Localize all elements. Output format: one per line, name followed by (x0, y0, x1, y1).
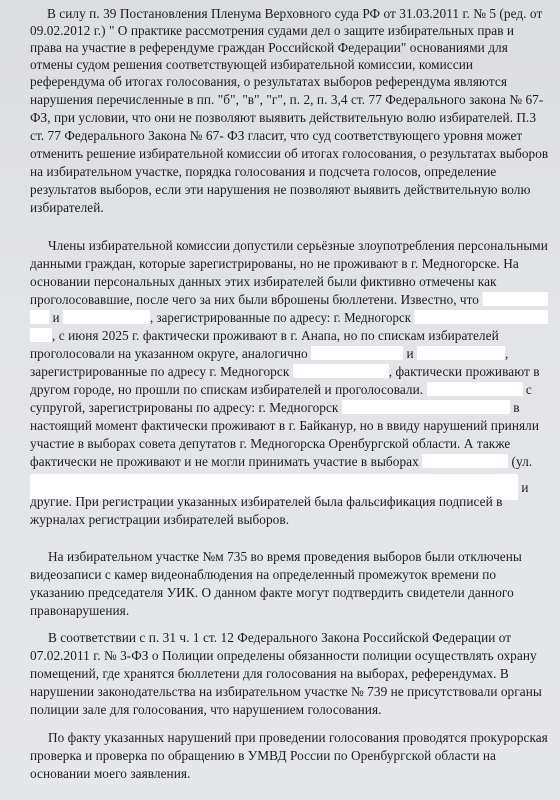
text-line (30, 310, 548, 326)
text-segment: , зарегистрированные по адресу: г. Медногорск (149, 310, 412, 325)
text-segment: зарегистрированные по адресу г. Медногорск (30, 364, 290, 379)
text-line: 07.02.2011 г. № 3-ФЗ о Полиции определены обязанности полиции осуществлять охрану (30, 648, 537, 663)
text-line: На избирательном участке №м 735 во время проведения выборов были отключены (48, 549, 522, 564)
text-line: полиции зале для голосования, что нарушением голосования. (30, 702, 382, 717)
text-segment: проголосовавшие, после чего за них были вброшены бюллетени. Известно, что (30, 292, 479, 307)
redaction-box (417, 346, 505, 360)
text-segment: и (406, 346, 414, 361)
text-line: В соответствии с п. 31 ч. 1 ст. 12 Федерального Закона Российской Федерации от (48, 630, 512, 645)
text-line: настоящий момент фактически проживают в г. Байканур, но в ввиду нарушений приняли (30, 418, 540, 433)
text-line: участие в выборах совета депутатов г. Медногорска Оренбургской области. А также (30, 436, 511, 451)
text-line: ФЗ, при условии, что они не позволяют выявить действительную волю избирателей. П.3 (30, 110, 537, 125)
text-line: права на участие в референдуме граждан Российской Федерации" основаниями для (30, 40, 508, 55)
text-line (30, 292, 548, 308)
text-line (30, 346, 508, 362)
text-line: основании моего заявления. (30, 766, 191, 781)
text-segment: , фактически проживают в (388, 364, 540, 379)
text-line: избирателей. (30, 200, 104, 215)
text-segment: проголосовали на указанном округе, аналогично (30, 346, 308, 361)
redaction-box (63, 310, 150, 324)
text-line: проверка и проверка по обращению в УМВД России по Оренбургской области на (30, 748, 497, 763)
text-segment: с (525, 382, 532, 397)
text-line: журналах регистрации избирателей выборов. (30, 512, 290, 527)
text-line: другие. При регистрации указанных избирателей была фальсификация подписей в (30, 494, 503, 509)
text-line: отменить решение избирательной комиссии об итогах голосования, о результатах выборов (30, 146, 549, 161)
redaction-box (414, 310, 548, 324)
text-line: нарушения перечисленные в пп. "б", "в", "г", п. 2, п. 3,4 ст. 77 Федерального закона № 67- (30, 92, 544, 107)
text-line: В силу п. 39 Постановления Пленума Верховного суда РФ от 31.03.2011 г. № 5 (ред. от (47, 6, 543, 21)
text-segment: , (505, 346, 509, 361)
redaction-box (482, 292, 547, 306)
text-segment: и (521, 480, 529, 495)
redaction-box (30, 328, 52, 342)
text-line: помещений, где хранятся бюллетени для голосования на выборах, референдумах. В (30, 666, 509, 681)
text-line: указанию председателя УИК. О данном факте могут подтвердить свидетели данного (30, 585, 514, 600)
text-segment: фактически не проживают и не могли принимать участие в выборах (30, 454, 419, 469)
redaction-box (311, 346, 403, 360)
text-line: По факту указанных нарушений при проведении голосования проводятся прокурорская (48, 730, 548, 745)
text-segment: в (513, 400, 520, 415)
redaction-box (342, 400, 510, 414)
redaction-box (422, 454, 508, 468)
redaction-box (293, 364, 389, 378)
text-line (30, 328, 499, 344)
text-line: Члены избирательной комиссии допустили серьёзные злоупотребления персональными (48, 238, 548, 253)
text-line: на избирательном участке, порядка голосования и подсчета голосов, определение (30, 164, 497, 179)
redaction-box (427, 382, 523, 396)
text-line: данными граждан, которые зарегистрированы, но не проживают в г. Медногорске. На (30, 256, 519, 271)
text-line (30, 364, 540, 380)
text-segment: другом городе, но прошли по спискам избирателей и проголосовали. (30, 382, 424, 397)
text-line: основании персональных данных этих избирателей были фиктивно отмечены как (30, 274, 497, 289)
text-segment: (ул. (511, 454, 533, 469)
redaction-box (30, 310, 49, 324)
text-line: видеозаписи с камер видеонаблюдения на определенный промежуток времени по (30, 567, 497, 582)
text-line: нарушении законодательства на избирательном участке № 739 не присутствовали органы (30, 684, 542, 699)
text-line: результатов выборов, если эти нарушения не позволяют выявить действительную волю (30, 182, 531, 197)
text-line (30, 382, 532, 398)
text-segment: и (52, 310, 60, 325)
text-line: правонарушения. (30, 603, 130, 618)
text-line: 09.02.2012 г.) " О практике рассмотрения судами дел о защите избирательных прав и (30, 23, 515, 38)
text-line: отмены судом решения соответствующей избирательной комиссии, комиссии (30, 57, 474, 72)
text-line: референдума об итогах голосования, о результатах выборов референдума являются (30, 74, 507, 89)
text-segment: супругой, зарегистрированы по адресу: г. Медногорск (30, 400, 339, 415)
text-line: ст. 77 Федерального Закона № 67- ФЗ гласит, что суд соответствующего уровня может (30, 128, 523, 143)
text-line (30, 454, 532, 470)
text-line (30, 400, 520, 416)
text-segment: , с июня 2025 г. фактически проживают в г. Анапа, но по спискам избирателей (52, 328, 499, 343)
